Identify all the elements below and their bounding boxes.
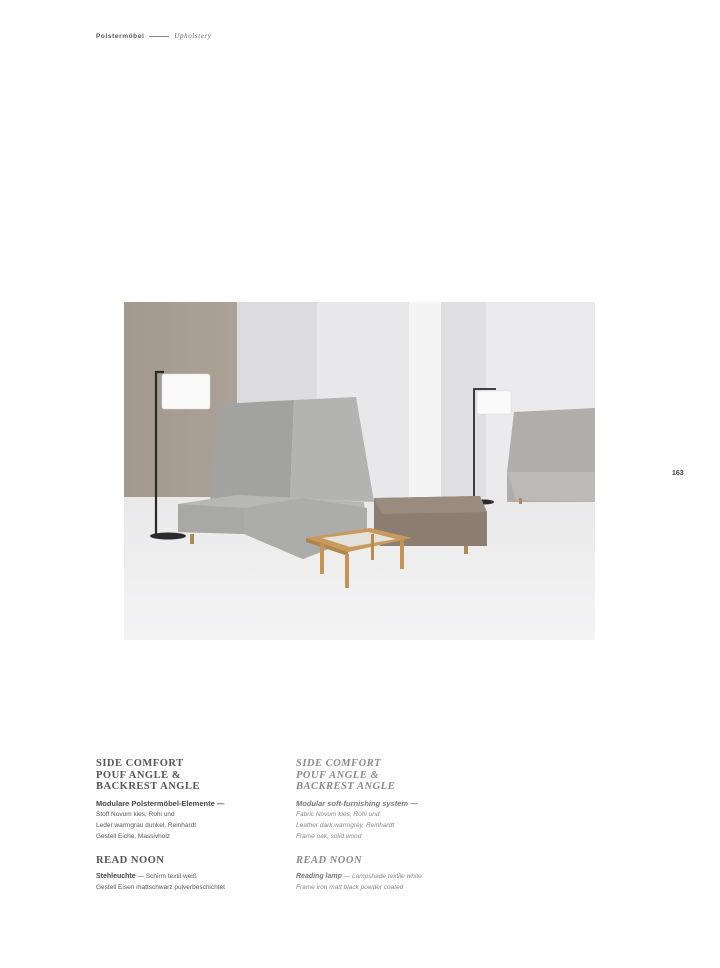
lamp-lead-en — [296, 871, 476, 882]
product-title-line: BACKREST ANGLE — [296, 781, 396, 792]
spec-line: Frame iron matt black powder coated — [296, 883, 404, 891]
lamp-title-de: READ NOON — [96, 855, 165, 866]
product-title-line: SIDE COMFORT — [96, 758, 184, 769]
product-photo — [124, 302, 595, 640]
header-rule — [149, 36, 169, 37]
lamp-lead-rest: — Lampshade textile white — [341, 872, 422, 880]
spec-line: Stoff Novum kies, Rohi und — [96, 810, 175, 818]
lamp-lead-bold: Stehleuchte — [96, 872, 136, 880]
spec-line: Gestell Eiche, Massivholz — [96, 832, 171, 840]
running-header — [96, 32, 212, 40]
product-lead-en: Modular soft-furnishing system — — [296, 798, 418, 808]
lamp-description-de — [96, 855, 276, 893]
spec-line: Leder warmgrau dunkel, Reinhardt — [96, 821, 197, 829]
product-title-line: POUF ANGLE & — [296, 769, 380, 781]
spec-line: Frame oak, solid wood — [296, 832, 362, 840]
spec-line: Leather dark warmgrey, Reinhardt — [296, 821, 395, 829]
lamp-lead-bold: Reading lamp — [296, 872, 342, 880]
product-title-line: POUF ANGLE & — [96, 769, 181, 781]
photo-illustration — [124, 302, 595, 640]
spec-line: Gestell Eisen mattschwarz pulverbeschichtet — [96, 883, 225, 891]
lamp-description-en — [296, 855, 476, 893]
product-title-en — [296, 758, 476, 793]
product-title-line: SIDE COMFORT — [296, 758, 382, 769]
product-title-line: BACKREST ANGLE — [96, 781, 200, 792]
page-number: 163 — [672, 470, 684, 477]
product-title-de — [96, 758, 276, 793]
lamp-lead-rest: — Schirm textil weiß — [135, 872, 197, 880]
product-description-en — [296, 758, 476, 842]
section-label-de: Polstermöbel — [96, 32, 145, 40]
product-description-de — [96, 758, 276, 842]
lamp-title-en: READ NOON — [296, 855, 363, 866]
spec-line: Fabric Novum kies, Rohi und — [296, 810, 380, 818]
section-label-en: Upholstery — [174, 32, 212, 40]
product-lead-de: Modulare Polstermöbel-Elemente — — [96, 798, 225, 808]
lamp-lead-de — [96, 871, 276, 882]
